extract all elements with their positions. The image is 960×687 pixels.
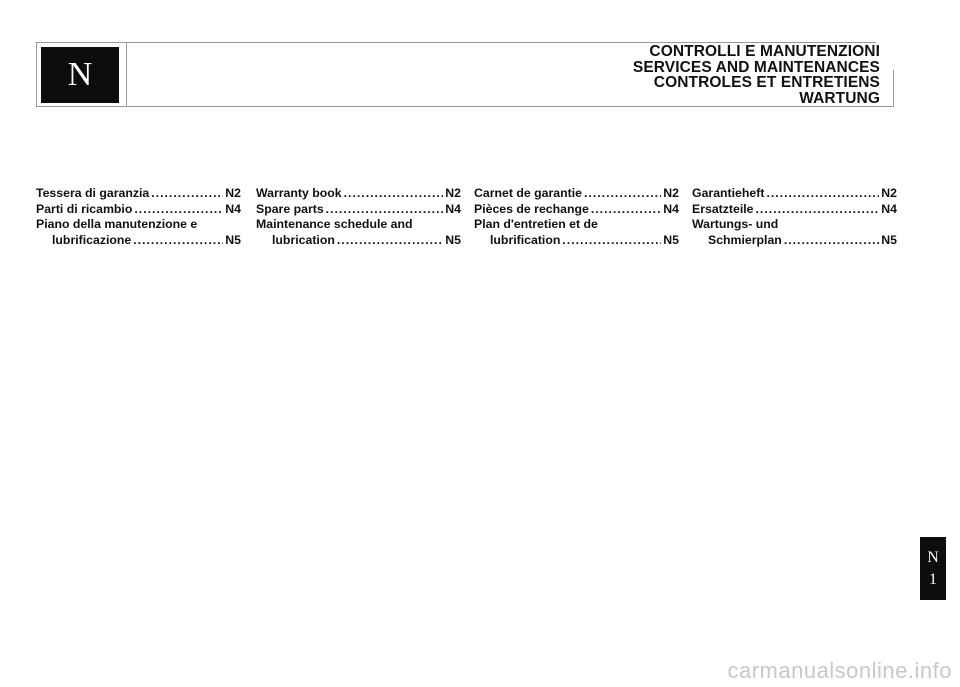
toc-entry[interactable] — [692, 202, 897, 218]
toc-entry-text: Carnet de garantie — [474, 186, 582, 200]
toc-column-italian — [36, 186, 241, 248]
toc-entry-text: Ersatzteile — [692, 201, 754, 216]
toc-entry-text: Schmierplan — [708, 232, 782, 247]
toc-column-french — [474, 186, 679, 248]
title-german: WARTUNG — [799, 89, 880, 107]
toc-entry-line1[interactable]: Maintenance schedule and — [256, 217, 413, 231]
title-italian: CONTROLLI E MANUTENZIONI — [649, 43, 880, 60]
dot-leader — [326, 202, 444, 218]
title-french: CONTROLES ET ENTRETIENS — [653, 74, 880, 91]
toc-entry-text: lubrificazione — [52, 232, 132, 247]
dot-leader — [562, 233, 661, 249]
toc-entry-line1[interactable]: Plan d'entretien et de — [474, 217, 598, 231]
section-letter-tab — [41, 47, 119, 103]
toc-entry-page: N4 — [445, 201, 461, 216]
toc-entry-text: Tessera di garanzia — [36, 186, 150, 200]
toc-entry[interactable] — [36, 186, 241, 202]
toc-entry-text: lubrification — [490, 232, 561, 247]
toc-entry-text: Garantieheft — [692, 186, 765, 200]
toc-entry-page: N2 — [881, 186, 897, 200]
toc-entry-page: N4 — [663, 201, 679, 216]
toc-entry-text: Parti di ricambio — [36, 201, 133, 216]
toc-entry[interactable] — [256, 233, 461, 249]
toc-entry-page: N5 — [445, 232, 461, 247]
header-tab-divider — [126, 42, 127, 106]
page-tab-number: 1 — [929, 570, 937, 588]
toc-entry-page: N2 — [225, 186, 241, 200]
dot-leader — [337, 233, 443, 249]
toc-entry[interactable] — [474, 233, 679, 249]
toc-entry[interactable] — [692, 233, 897, 249]
dot-leader — [784, 233, 879, 249]
header-titles — [633, 44, 880, 106]
dot-leader — [756, 202, 880, 218]
page-number-tab — [920, 537, 946, 600]
toc-entry-line1[interactable]: Wartungs- und — [692, 217, 779, 231]
toc-entry-page: N4 — [225, 201, 241, 216]
toc-entry[interactable] — [256, 186, 461, 202]
watermark: carmanualsonline.info — [727, 658, 952, 683]
toc-column-english — [256, 186, 461, 248]
page-tab-letter: N — [927, 548, 939, 566]
section-letter: N — [67, 56, 93, 93]
dot-leader — [591, 202, 661, 218]
toc-entry-text: Spare parts — [256, 201, 324, 216]
header-left-rule — [36, 42, 37, 106]
dot-leader — [151, 186, 223, 202]
toc-entry-page: N2 — [663, 186, 679, 200]
header-right-rule — [893, 70, 894, 106]
toc-entry-text: Pièces de rechange — [474, 201, 589, 216]
toc-entry-page: N2 — [445, 186, 461, 200]
toc-entry[interactable] — [474, 186, 679, 202]
toc-entry-page: N5 — [663, 232, 679, 247]
toc-entry-text: Warranty book — [256, 186, 342, 200]
dot-leader — [344, 186, 444, 202]
toc-entry-page: N5 — [881, 232, 897, 247]
title-english: SERVICES AND MAINTENANCES — [632, 58, 880, 76]
toc-entry-text: lubrication — [272, 232, 335, 247]
toc-entry-line1[interactable]: Piano della manutenzione e — [36, 217, 198, 231]
toc-entry[interactable] — [256, 202, 461, 218]
dot-leader — [134, 202, 223, 218]
toc-entry[interactable] — [36, 202, 241, 218]
dot-leader — [584, 186, 661, 202]
dot-leader — [766, 186, 879, 202]
toc-entry-page: N5 — [225, 232, 241, 247]
toc-column-german — [692, 186, 897, 248]
toc-entry[interactable] — [36, 233, 241, 249]
toc-entry[interactable] — [692, 186, 897, 202]
toc-entry-page: N4 — [881, 201, 897, 216]
dot-leader — [133, 233, 223, 249]
header-bottom-rule — [36, 106, 894, 107]
toc-entry[interactable] — [474, 202, 679, 218]
